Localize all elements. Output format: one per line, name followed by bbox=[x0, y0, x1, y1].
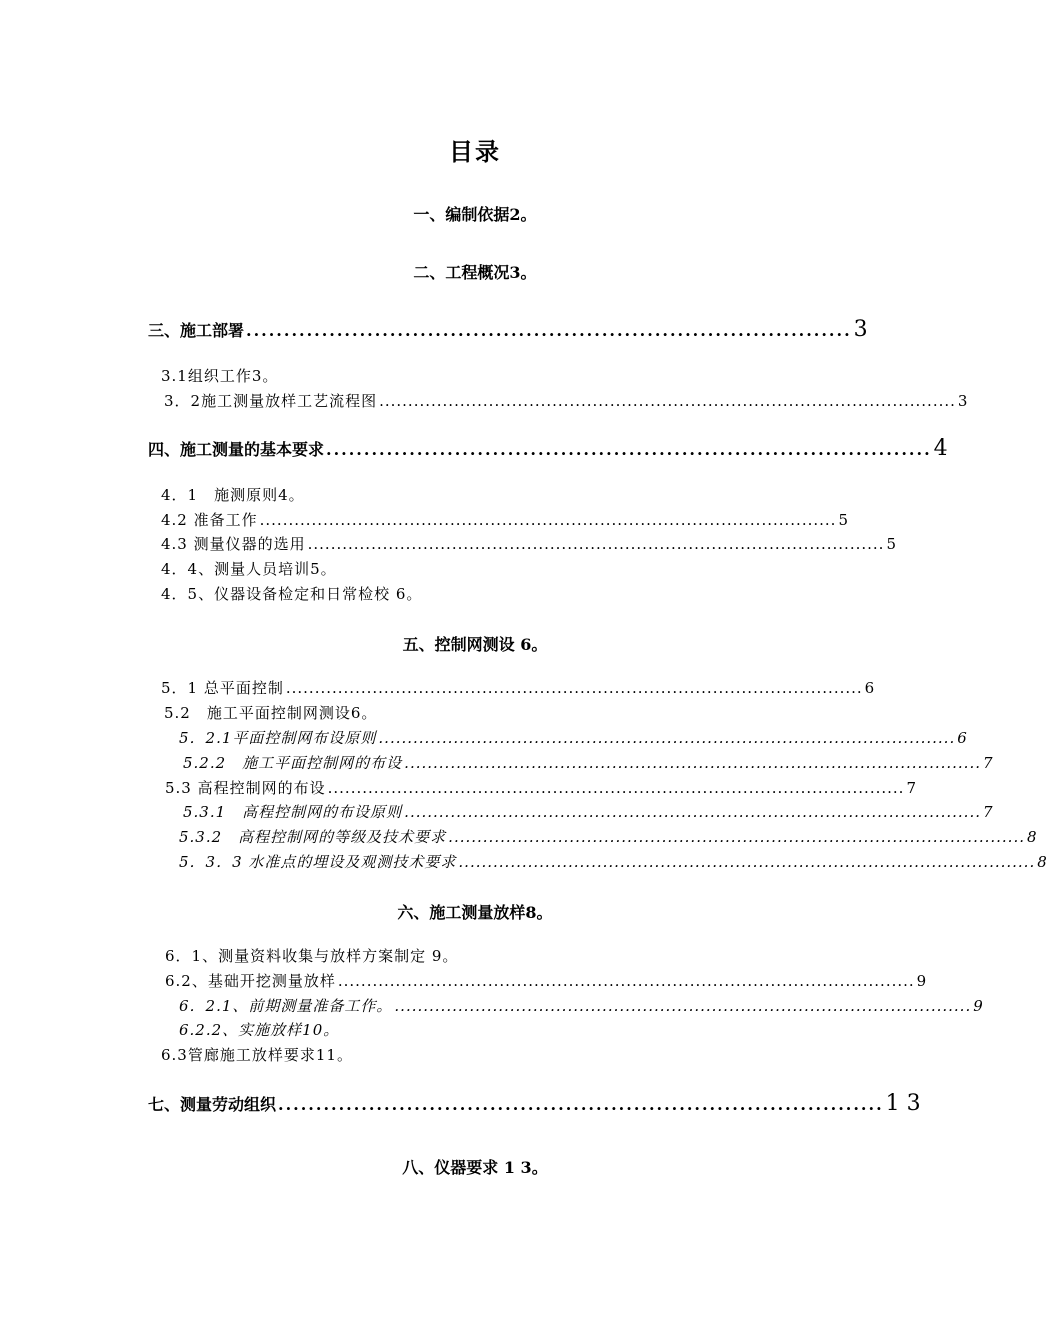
toc-page-number: 6 bbox=[864, 679, 876, 697]
toc-entry-label: 4.3 测量仪器的选用 bbox=[161, 535, 306, 553]
toc-entry-label: 5．1 总平面控制 bbox=[161, 679, 284, 697]
toc-leader: .................................................................................................... bbox=[378, 729, 956, 747]
toc-page-number: 5 bbox=[838, 511, 849, 529]
toc-entry-5-3-2[interactable] bbox=[179, 826, 1038, 847]
toc-entry-3-1[interactable]: 3.1组织工作3。 bbox=[161, 367, 279, 385]
toc-entry-6[interactable]: 六、施工测量放样8。 bbox=[397, 903, 553, 922]
toc-entry-3-2[interactable] bbox=[164, 390, 969, 411]
toc-leader: ................................................................................ bbox=[246, 321, 852, 340]
toc-leader: .................................................................................................... bbox=[404, 754, 981, 772]
toc-page-number: 3 bbox=[957, 392, 969, 410]
toc-entry-5[interactable]: 五、控制网测设 6。 bbox=[402, 635, 548, 654]
toc-entry-label: 5.3.2 高程控制网的等级及技术要求 bbox=[179, 828, 447, 846]
toc-entry-8[interactable]: 八、仪器要求 1 3。 bbox=[402, 1158, 548, 1177]
toc-page-number: 3 bbox=[853, 317, 868, 342]
toc-entry-label: 4.2 准备工作 bbox=[161, 511, 258, 529]
toc-entry-label: 5.3 高程控制网的布设 bbox=[165, 779, 326, 797]
toc-page-number: 1 3 bbox=[885, 1091, 921, 1116]
toc-entry-6-2-2[interactable]: 6.2.2、实施放样10。 bbox=[179, 1021, 340, 1039]
toc-entry-5-2-1[interactable] bbox=[179, 727, 968, 748]
toc-entry-label: 5.3.1 高程控制网的布设原则 bbox=[183, 803, 403, 821]
toc-page-number: 8 bbox=[1037, 853, 1048, 871]
toc-entry-6-2-1[interactable] bbox=[179, 995, 984, 1016]
toc-entry-label: 5．3．3 水准点的埋设及观测技术要求 bbox=[179, 853, 457, 871]
toc-title: 目录 bbox=[449, 137, 501, 166]
toc-leader: .................................................................................................... bbox=[307, 535, 885, 553]
toc-entry-label: 6．2.1、前期测量准备工作。 bbox=[179, 997, 393, 1015]
toc-entry-3[interactable] bbox=[148, 317, 868, 342]
toc-page-number: 9 bbox=[973, 997, 984, 1015]
toc-entry-5-3-3[interactable] bbox=[179, 851, 1048, 872]
toc-entry-2[interactable]: 二、工程概况3。 bbox=[413, 263, 537, 282]
toc-leader: .................................................................................................... bbox=[337, 972, 915, 990]
toc-entry-label: 3．2施工测量放样工艺流程图 bbox=[164, 392, 378, 410]
toc-page-number: 7 bbox=[982, 803, 994, 821]
toc-leader: .................................................................................................... bbox=[285, 679, 863, 697]
toc-entry-4-1[interactable]: 4．1 施测原则4。 bbox=[161, 486, 305, 504]
toc-entry-4-3[interactable] bbox=[161, 533, 897, 554]
toc-entry-5-2[interactable]: 5.2 施工平面控制网测设6。 bbox=[164, 704, 378, 722]
toc-page-number: 5 bbox=[886, 535, 897, 553]
toc-entry-7[interactable] bbox=[148, 1091, 921, 1116]
toc-entry-5-2-2[interactable] bbox=[183, 752, 994, 773]
toc-page-number: 7 bbox=[906, 779, 917, 797]
toc-entry-4-2[interactable] bbox=[161, 509, 849, 530]
toc-entry-4-5[interactable]: 4．5、仪器设备检定和日常检校 6。 bbox=[161, 585, 423, 603]
toc-page-number: 7 bbox=[982, 754, 994, 772]
toc-leader: .................................................................................................... bbox=[448, 828, 1025, 846]
toc-entry-5-3[interactable] bbox=[165, 777, 917, 798]
toc-page-number: 9 bbox=[916, 972, 928, 990]
toc-entry-6-2[interactable] bbox=[165, 970, 928, 991]
toc-entry-label: 6.2、基础开挖测量放样 bbox=[165, 972, 336, 990]
toc-leader: .................................................................................................... bbox=[379, 392, 956, 410]
toc-leader: .................................................................................................... bbox=[394, 997, 972, 1015]
toc-leader: ................................................................................ bbox=[326, 440, 932, 459]
toc-entry-6-3[interactable]: 6.3管廊施工放样要求11。 bbox=[161, 1046, 353, 1064]
toc-page-number: 8 bbox=[1026, 828, 1038, 846]
toc-leader: ................................................................................ bbox=[278, 1095, 884, 1114]
toc-entry-label: 5．2.1平面控制网布设原则 bbox=[179, 729, 377, 747]
toc-page-number: 4 bbox=[933, 436, 948, 461]
toc-entry-label: 5.2.2 施工平面控制网的布设 bbox=[183, 754, 403, 772]
toc-leader: .................................................................................................... bbox=[404, 803, 981, 821]
toc-entry-label: 四、施工测量的基本要求 bbox=[148, 440, 325, 459]
toc-leader: .................................................................................................... bbox=[458, 853, 1036, 871]
toc-entry-6-1[interactable]: 6．1、测量资料收集与放样方案制定 9。 bbox=[165, 947, 459, 965]
toc-entry-4[interactable] bbox=[148, 436, 948, 461]
toc-leader: .................................................................................................... bbox=[259, 511, 837, 529]
toc-entry-label: 七、测量劳动组织 bbox=[148, 1095, 277, 1114]
toc-entry-5-3-1[interactable] bbox=[183, 801, 994, 822]
toc-entry-1[interactable]: 一、编制依据2。 bbox=[413, 205, 537, 224]
toc-entry-4-4[interactable]: 4．4、测量人员培训5。 bbox=[161, 560, 337, 578]
toc-entry-label: 三、施工部署 bbox=[148, 321, 245, 340]
toc-page-number: 6 bbox=[957, 729, 968, 747]
toc-leader: .................................................................................................... bbox=[327, 779, 905, 797]
toc-entry-5-1[interactable] bbox=[161, 677, 876, 698]
